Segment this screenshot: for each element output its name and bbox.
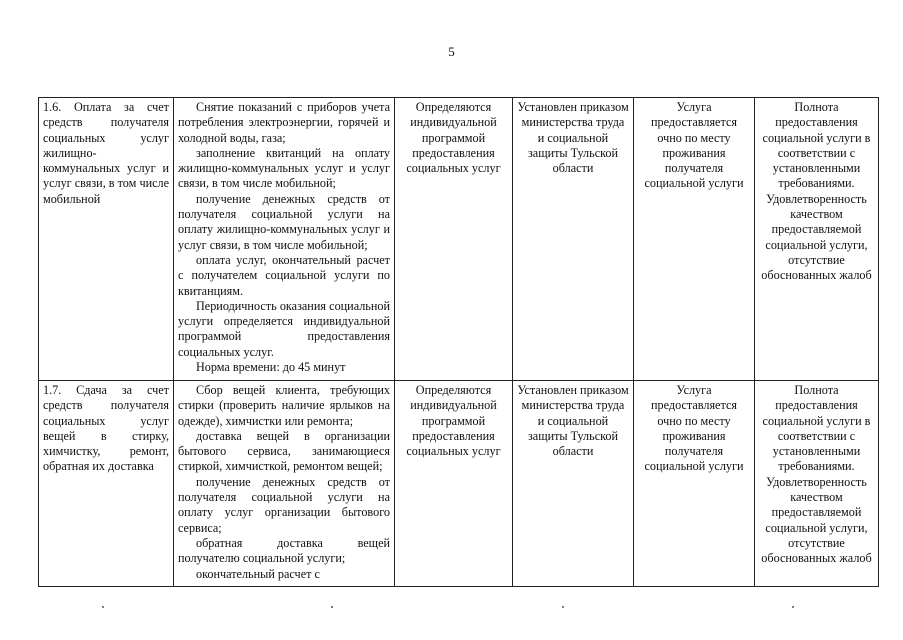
- scan-dot: [792, 606, 794, 608]
- table-row: [39, 98, 879, 381]
- table-row: [39, 381, 879, 587]
- description-paragraph: заполнение квитанций на оплату жилищно-коммунальных услуг и услуг связи, в том числе мобильной;: [178, 145, 390, 191]
- description-paragraph: Сбор вещей клиента, требующих стирки (проверить наличие ярлыков на одежде), химчистки или ремонта;: [178, 383, 390, 428]
- scan-artifacts: [0, 606, 903, 616]
- scan-dot: [562, 606, 564, 608]
- page-number: 5: [448, 44, 455, 59]
- description-paragraph: доставка вещей в организации бытового сервиса, занимающиеся стиркой, химчисткой, ремонтом вещей;: [178, 428, 390, 474]
- description-paragraph: получение денежных средств от получателя социальной услуги на оплату жилищно-коммунальных услуг и услуг связи, в том числе мобильной;: [178, 191, 390, 252]
- quality-cell: Полнота предоставления социальной услуги в соответствии с установленными требованиями. Удовлетворенность качеством предоставляемой социальной услуги, отсутствие обоснованных жалоб: [755, 381, 879, 587]
- scan-dot: [331, 606, 333, 608]
- description-paragraph: получение денежных средств от получателя социальной услуги на оплату услуг организации бытового сервиса;: [178, 474, 390, 535]
- description-paragraph: окончательный расчет с: [196, 566, 320, 581]
- volume-cell: Определяются индивидуальной программой предоставления социальных услуг: [395, 381, 513, 587]
- conditions-cell: Услуга предоставляется очно по месту проживания получателя социальной услуги: [634, 98, 755, 381]
- scan-dot: [102, 606, 104, 608]
- service-description-cell: [174, 98, 395, 381]
- conditions-cell: Услуга предоставляется очно по месту проживания получателя социальной услуги: [634, 381, 755, 587]
- standard-cell: Установлен приказом министерства труда и социальной защиты Тульской области: [513, 98, 634, 381]
- service-name-cell: 1.7. Сдача за счет средств получателя социальных услуг вещей в стирку, химчистку, ремонт, обратная их доставка: [39, 381, 174, 587]
- services-table: [38, 97, 879, 587]
- description-paragraph: оплата услуг, окончательный расчет с получателем социальной услуги по квитанциям.: [178, 252, 390, 298]
- standard-cell: Установлен приказом министерства труда и социальной защиты Тульской области: [513, 381, 634, 587]
- description-paragraph: Снятие показаний с приборов учета потребления электроэнергии, горячей и холодной воды, газа;: [178, 100, 390, 145]
- service-name-cell: 1.6. Оплата за счет средств получателя социальных услуг жилищно-коммунальных услуг и услуг связи, в том числе мобильной: [39, 98, 174, 381]
- volume-cell: Определяются индивидуальной программой предоставления социальных услуг: [395, 98, 513, 381]
- quality-cell: Полнота предоставления социальной услуги в соответствии с установленными требованиями. Удовлетворенность качеством предоставляемой социальной услуги, отсутствие обоснованных жалоб: [755, 98, 879, 381]
- description-paragraph: Норма времени: до 45 минут: [196, 360, 346, 375]
- description-paragraph: Периодичность оказания социальной услуги определяется индивидуальной программой предоставления социальных услуг.: [178, 298, 390, 359]
- service-description-cell: [174, 381, 395, 587]
- description-paragraph: обратная доставка вещей получателю социальной услуги;: [178, 535, 390, 566]
